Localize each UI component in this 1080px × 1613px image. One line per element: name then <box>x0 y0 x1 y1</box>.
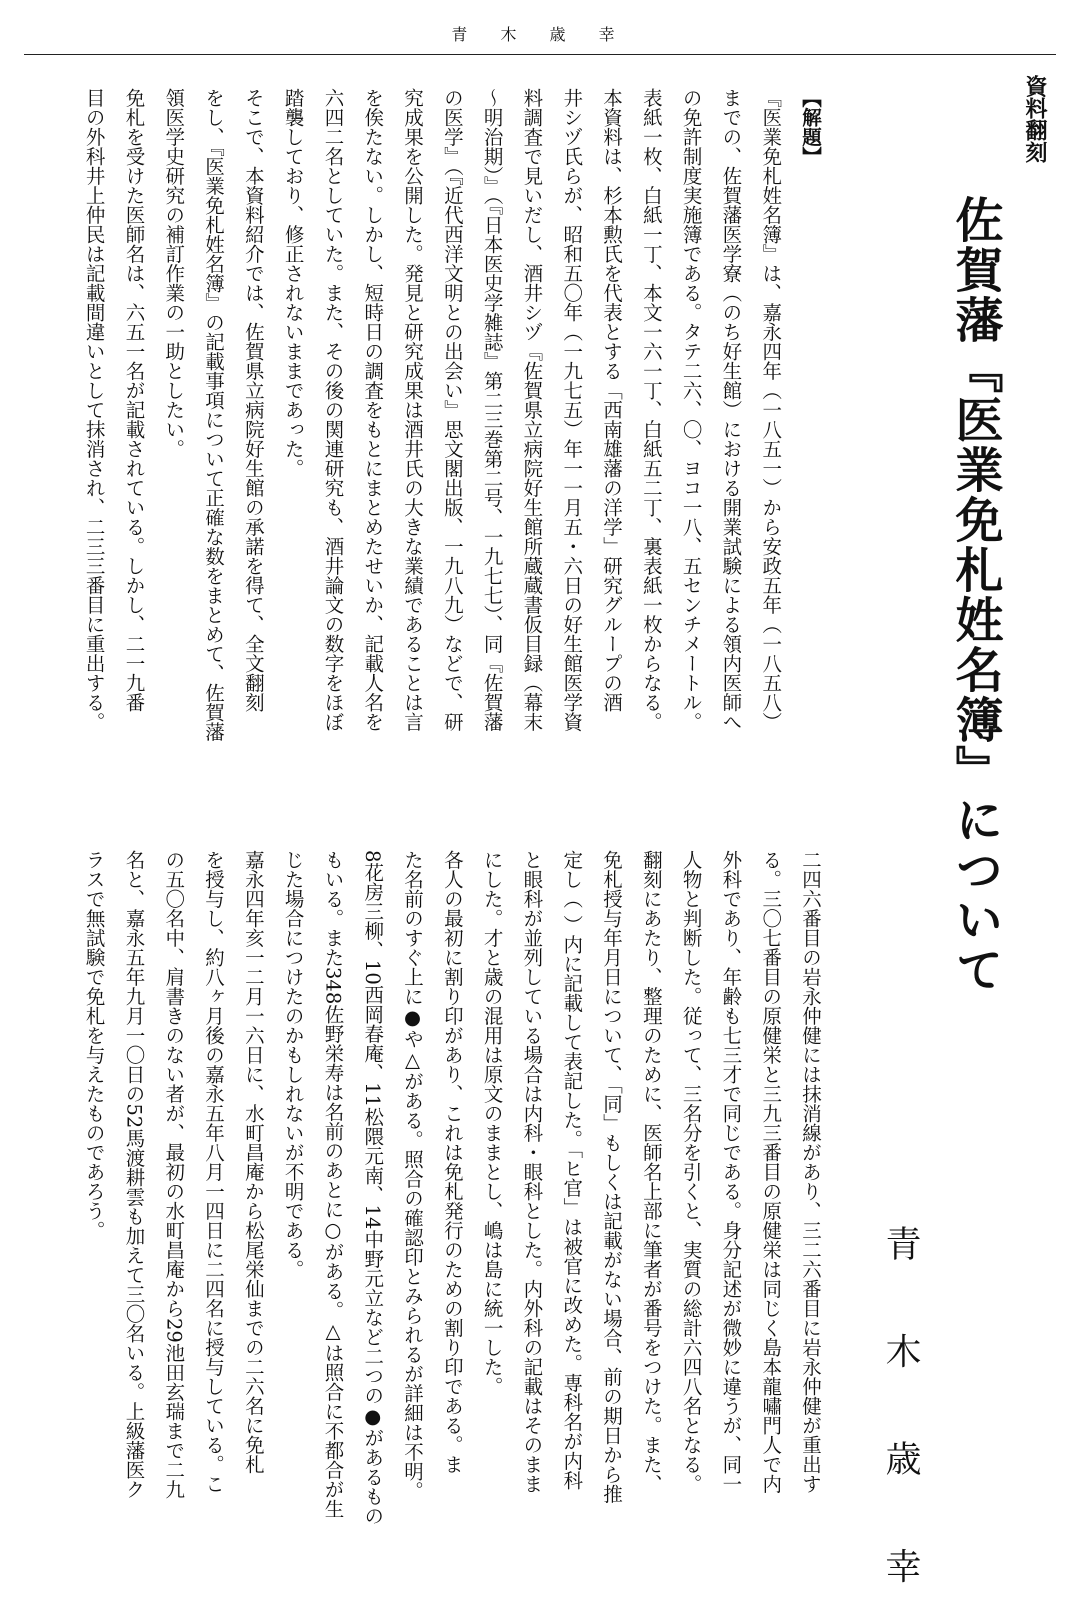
body-line: 井シヅ氏らが、昭和五〇年（一九七五）年一一月五・六日の好生館医学資 <box>560 88 584 732</box>
body-line: 定し（ ）内に記載して表記した。「ヒ官」は被官に改めた。専科名が内科 <box>560 850 584 1490</box>
body-line: た名前のすぐ上に●や△がある。照合の確認印とみられるが詳細は不明。 <box>401 850 425 1501</box>
body-line: 名と、嘉永五年九月一〇日の52馬渡耕雲も加えて三〇名いる。上級藩医ク <box>122 850 146 1499</box>
kaidai-heading: 【解題】 <box>799 88 822 166</box>
body-line: 目の外科井上仲民は記載間違いとして抹消され、二三三番目に重出する。 <box>82 88 106 732</box>
body-line: の五〇名中、肩書きのない者が、最初の水町昌庵から29池田玄瑞まで二九 <box>162 850 186 1499</box>
body-line: 各人の最初に割り印があり、これは免札発行のための割り印である。ま <box>440 850 464 1474</box>
body-line: 8花房三柳、10西岡春庵、11松隈元南、14中野元立など二つの●があるもの <box>361 850 385 1526</box>
body-line: 六四二名としていた。また、その後の関連研究も、酒井論文の数字をほぼ <box>321 88 345 732</box>
body-line: 『医業免札姓名簿』は、嘉永四年（一八五一）から安政五年（一八五八） <box>759 88 783 732</box>
body-line: を授与し、約八ヶ月後の嘉永五年八月一四日に二四名に授与している。こ <box>202 850 226 1494</box>
body-line: 嘉永四年亥一二月一六日に、水町昌庵から松尾栄仙までの二六名に免札 <box>241 850 265 1474</box>
article-title <box>942 195 1008 995</box>
body-line: 本資料は、杉本勲氏を代表とする「西南雄藩の洋学」研究グループの酒 <box>600 88 624 712</box>
body-line: 踏襲しており、修正されないままであった。 <box>281 88 305 478</box>
body-line: 料調査で見いだし、酒井シヅ『佐賀県立病院好生館所蔵蔵書仮目録（幕末 <box>520 88 544 732</box>
header-rule <box>24 54 1056 55</box>
body-line: 究成果を公開した。発見と研究成果は酒井氏の大きな業績であることは言 <box>401 88 425 732</box>
body-line: 〜明治期）』（『日本医史学雑誌』第二三巻第二号、一九七七）、同『佐賀藩 <box>480 88 504 732</box>
section-label: 資料翻刻 <box>1022 75 1047 163</box>
body-line: 翻刻にあたり、整理のために、医師名上部に筆者が番号をつけた。また、 <box>639 850 663 1494</box>
body-line: 免札授与年月日について、「同」もしくは記載がない場合、前の期日から推 <box>600 850 624 1504</box>
article-title-line: 佐賀藩『医業免札姓名簿』について <box>947 195 1003 995</box>
body-line: までの、佐賀藩医学寮（のち好生館）における開業試験による領内医師へ <box>719 88 743 732</box>
body-line: 外科であり、年齢も七三才で同じである。身分記述が微妙に違うが、同一 <box>719 850 743 1494</box>
body-line: じた場合につけたのかもしれないが不明である。 <box>281 850 305 1279</box>
body-line: ラスで無試験で免札を与えたものであろう。 <box>82 850 106 1240</box>
commentary-bottom-block <box>74 850 830 1570</box>
body-line: 領医学史研究の補訂作業の一助としたい。 <box>162 88 186 459</box>
body-line: の医学』（『近代西洋文明との出会い』思文閣出版、一九八九）などで、研 <box>440 88 464 732</box>
body-line: をし、『医業免札姓名簿』の記載事項について正確な数をまとめて、佐賀藩 <box>202 88 226 742</box>
body-line: そこで、本資料紹介では、佐賀県立病院好生館の承諾を得て、全文翻刻 <box>241 88 265 712</box>
body-line: 人物と判断した。従って、三名分を引くと、実質の総計六四八名となる。 <box>679 850 703 1494</box>
body-line: 免札を受けた医師名は、六五一名が記載されている。しかし、二一九番 <box>122 88 146 712</box>
body-line: る。三〇七番目の原健栄と三九三番目の原健栄は同じく島本龍嘯門人で内 <box>759 850 783 1494</box>
body-line: の免許制度実施簿である。タテ二六、〇、ヨコ一八、五センチメートル。 <box>679 88 703 732</box>
author-name: 青 木 歳 幸 <box>880 1225 921 1613</box>
commentary-top-block <box>74 88 830 808</box>
body-line: もいる。また348佐野栄寿は名前のあとに○がある。△は照合に不都合が生 <box>321 850 345 1519</box>
body-line: 表紙一枚、白紙一丁、本文一六一丁、白紙五二丁、裏表紙一枚からなる。 <box>639 88 663 732</box>
body-line: にした。才と歳の混用は原文のままとし、嶋は島に統一した。 <box>480 850 504 1396</box>
body-line: 二四六番目の岩永仲健には抹消線があり、三二六番目に岩永仲健が重出す <box>799 850 822 1494</box>
body-line: と眼科が並列している場合は内科・眼科とした。内外科の記載はそのまま <box>520 850 544 1494</box>
running-header: 青 木 歳 幸 <box>451 25 629 44</box>
body-line: を俟たない。しかし、短時日の調査をもとにまとめたせいか、記載人名を <box>361 88 385 732</box>
